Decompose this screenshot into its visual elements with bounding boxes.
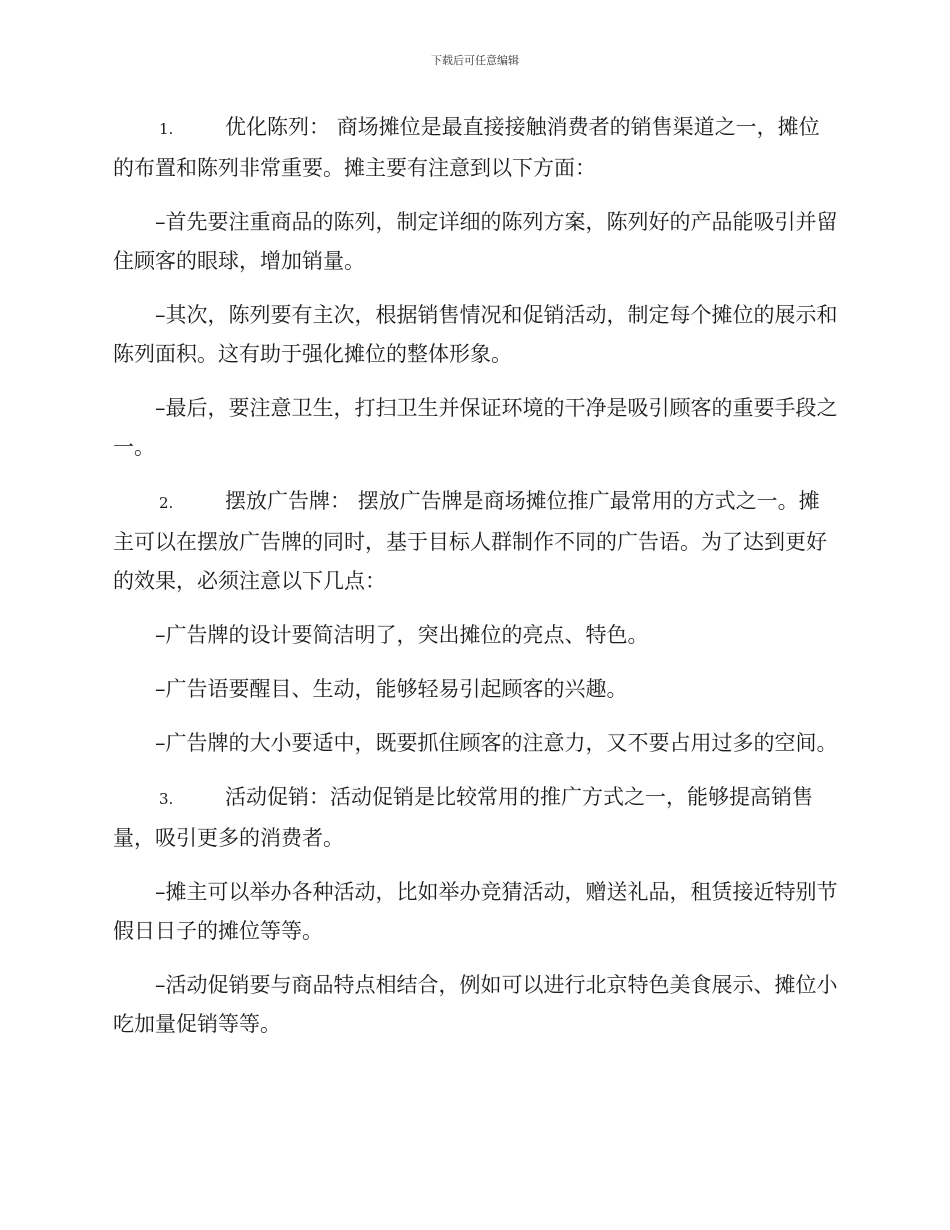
section-2-bullet-3: –广告牌的大小要适中，既要抓住顾客的注意力，又不要占用过多的空间。 (155, 731, 838, 755)
section-3-bullet-2: –活动促销要与商品特点相结合，例如可以进行北京特色美食展示、摊位小吃加量促销等等。 (113, 973, 838, 1036)
page-header: 下载后可任意编辑 (431, 54, 519, 67)
section-1-bullet-3: –最后，要注意卫生，打扫卫生并保证环境的干净是吸引顾客的重要手段之一。 (113, 396, 838, 459)
section-1-text: 商场摊位是最直接接触消费者的销售渠道之一，摊位的布置和陈列非常重要。摊主要有注意到以下方面： (113, 115, 820, 180)
section-3-text: 活动促销是比较常用的推广方式之一，能够提高销售量，吸引更多的消费者。 (113, 785, 813, 850)
section-2-intro (113, 482, 840, 601)
section-3-intro (113, 778, 840, 858)
section-3-number: 3. (159, 790, 174, 808)
document-body (113, 108, 840, 1044)
section-2-title: 摆放广告牌： (225, 489, 351, 513)
section-1-intro (113, 108, 840, 188)
section-3-title: 活动促销： (225, 785, 330, 809)
section-1-number: 1. (159, 120, 174, 138)
section-2-text: 摆放广告牌是商场摊位推广最常用的方式之一。摊主可以在摆放广告牌的同时，基于目标人群制作不同的广告语。为了达到更好的效果，必须注意以下几点： (113, 489, 827, 593)
section-2-number: 2. (159, 494, 174, 512)
section-1-bullet-1: –首先要注重商品的陈列，制定详细的陈列方案，陈列好的产品能吸引并留住顾客的眼球，增加销量。 (113, 210, 838, 273)
section-1-title: 优化陈列： (225, 115, 330, 139)
section-3-bullet-1: –摊主可以举办各种活动，比如举办竞猜活动，赠送礼品，租赁接近特别节假日日子的摊位等等。 (113, 880, 838, 943)
section-2-bullet-2: –广告语要醒目、生动，能够轻易引起顾客的兴趣。 (155, 677, 628, 701)
section-2-bullet-1: –广告牌的设计要简洁明了，突出摊位的亮点、特色。 (155, 623, 649, 647)
section-1-bullet-2: –其次，陈列要有主次，根据销售情况和促销活动，制定每个摊位的展示和陈列面积。这有助于强化摊位的整体形象。 (113, 303, 838, 366)
